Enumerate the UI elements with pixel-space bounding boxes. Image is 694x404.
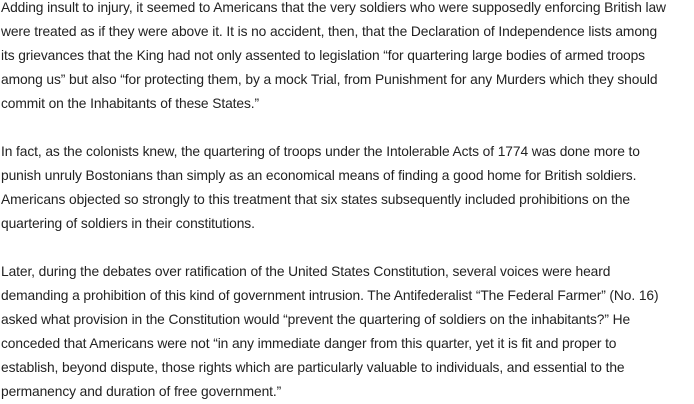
- paragraph-1: [1, 0, 693, 116]
- text-line: among us” but also “for protecting them, by a mock Trial, from Punishment for any Murders which they should: [1, 72, 658, 87]
- text-line: Americans objected so strongly to this treatment that six states subsequently included prohibitions on the: [1, 192, 631, 207]
- text-line: demanding a prohibition of this kind of government intrusion. The Antifederalist “The Federal Farmer” (No. 16): [1, 288, 659, 303]
- paragraph-2: [1, 140, 693, 236]
- paragraph-spacer: [1, 116, 693, 140]
- text-line: In fact, as the colonists knew, the quartering of troops under the Intolerable Acts of 1774 was done more to: [1, 144, 640, 159]
- text-line: its grievances that the King had not only assented to legislation “for quartering large bodies of armed troops: [1, 48, 645, 63]
- text-line: conceded that Americans were not “in any immediate danger from this quarter, yet it is fit and proper to: [1, 336, 617, 351]
- text-line: were treated as if they were above it. It is no accident, then, that the Declaration of Independence lists among: [1, 24, 658, 39]
- text-line: establish, beyond dispute, those rights which are particularly valuable to individuals, and essential to the: [1, 360, 625, 375]
- text-line: quartering of soldiers in their constitutions.: [1, 216, 255, 231]
- text-line: Adding insult to injury, it seemed to Americans that the very soldiers who were supposedly enforcing British law: [1, 0, 666, 15]
- text-line: commit on the Inhabitants of these States.”: [1, 96, 259, 111]
- text-line: Later, during the debates over ratification of the United States Constitution, several voices were heard: [1, 264, 611, 279]
- document-body: [1, 0, 693, 404]
- text-line: permanency and duration of free government.”: [1, 384, 282, 399]
- text-line: asked what provision in the Constitution would “prevent the quartering of soldiers on the inhabitants?” He: [1, 312, 631, 327]
- paragraph-3: [1, 260, 693, 404]
- text-line: punish unruly Bostonians than simply as an economical means of finding a good home for British soldiers.: [1, 168, 637, 183]
- paragraph-spacer: [1, 236, 693, 260]
